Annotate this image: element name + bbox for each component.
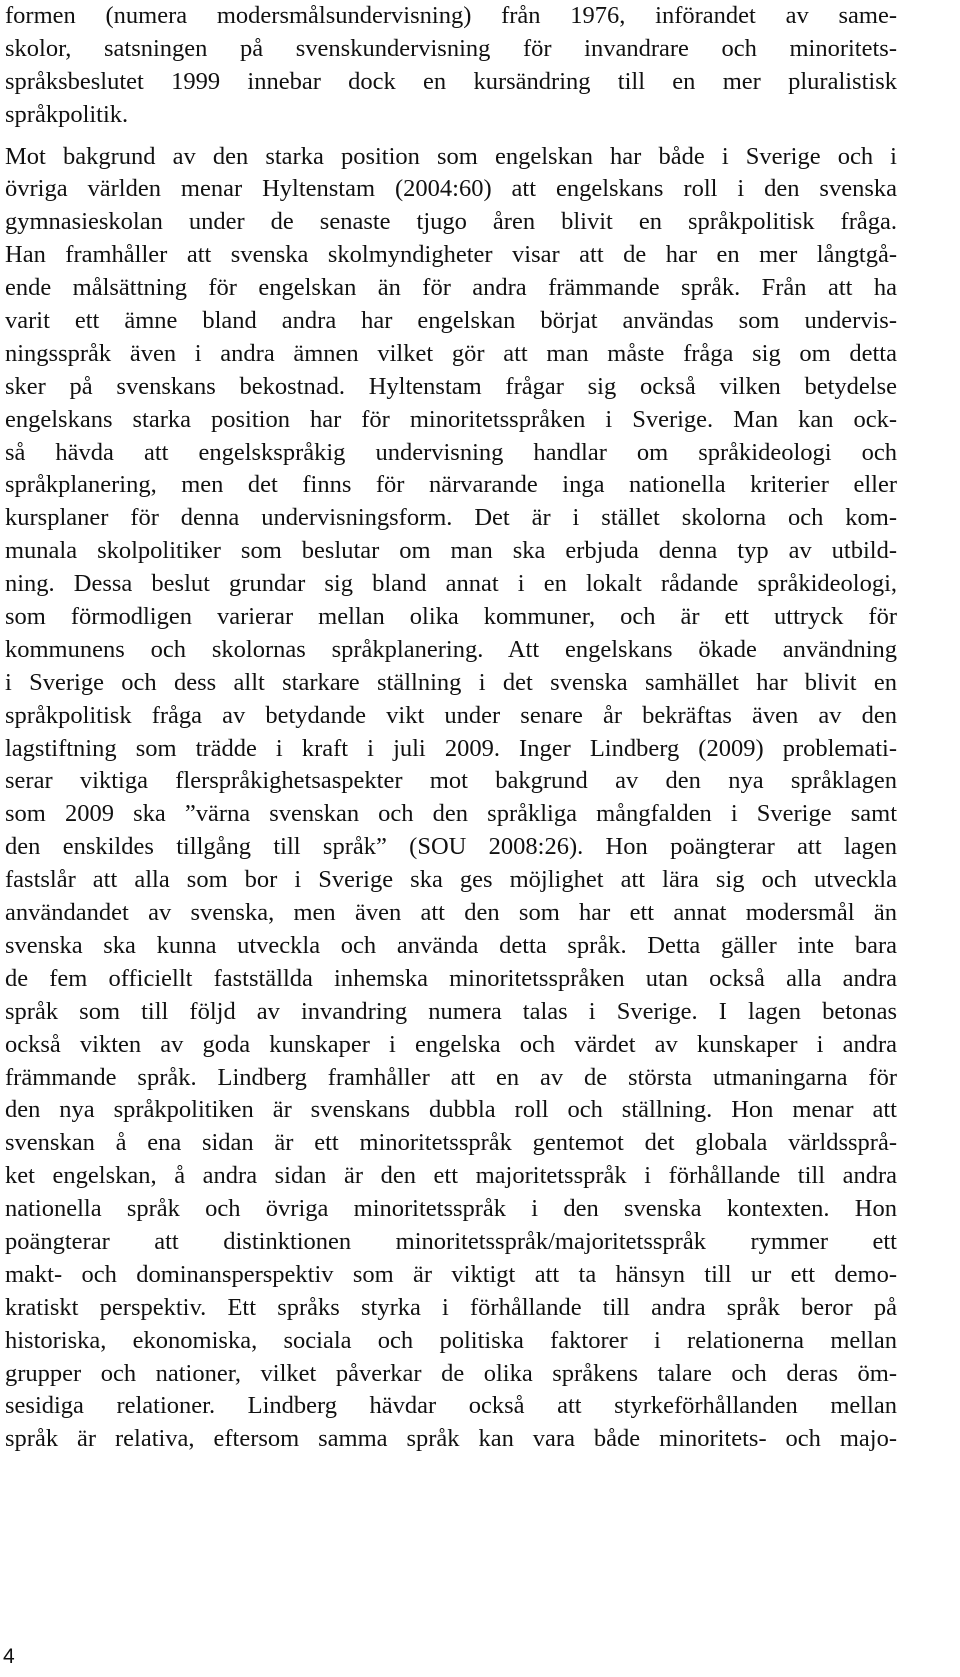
- text-line: språkplanering, men det finns för närvarande inga nationella kriterier eller: [5, 471, 897, 499]
- text-line: de fem officiellt fastställda inhemska minoritetsspråken utan också alla andra: [5, 964, 897, 992]
- text-line: i Sverige och dess allt starkare ställning i det svenska samhället har blivit en: [5, 668, 897, 696]
- text-line: serar viktiga flerspråkighetsaspekter mot bakgrund av den nya språklagen: [5, 767, 897, 795]
- text-line: också vikten av goda kunskaper i engelska och värdet av kunskaper i andra: [5, 1030, 897, 1058]
- text-line: språkpolitisk fråga av betydande vikt under senare år bekräftas även av den: [5, 701, 897, 729]
- text-line: poängterar att distinktionen minoritetsspråk/majoritetsspråk rymmer ett: [5, 1227, 897, 1255]
- text-line: så hävda att engelskspråkig undervisning handlar om språkideologi och: [5, 438, 897, 466]
- text-line: skolor, satsningen på svenskundervisning för invandrare och minoritets-: [5, 34, 897, 62]
- text-line: ket engelskan, å andra sidan är den ett majoritetsspråk i förhållande till andra: [5, 1162, 897, 1190]
- text-line: kursplaner för denna undervisningsform. Det är i stället skolorna och kom-: [5, 504, 897, 532]
- text-line: språkpolitik.: [5, 100, 129, 128]
- text-line: sker på svenskans bekostnad. Hyltenstam frågar sig också vilken betydelse: [5, 372, 897, 400]
- text-line: som förmodligen varierar mellan olika kommuner, och är ett uttryck för: [5, 603, 897, 631]
- paragraph: [5, 0, 897, 132]
- text-line: användandet av svenska, men även att den som har ett annat modersmål än: [5, 899, 897, 927]
- text-line: kratiskt perspektiv. Ett språks styrka i förhållande till andra språk beror på: [5, 1293, 897, 1321]
- text-line: språk är relativa, eftersom samma språk kan vara både minoritets- och majo-: [5, 1425, 897, 1453]
- text-line: kommunens och skolornas språkplanering. Att engelskans ökade användning: [5, 635, 897, 663]
- text-line: grupper och nationer, vilket påverkar de olika språkens talare och deras öm-: [5, 1359, 897, 1387]
- text-line: nationella språk och övriga minoritetsspråk i den svenska kontexten. Hon: [5, 1195, 897, 1223]
- text-line: lagstiftning som trädde i kraft i juli 2009. Inger Lindberg (2009) problemati-: [5, 734, 897, 762]
- text-line: makt- och dominansperspektiv som är viktigt att ta hänsyn till ur ett demo-: [5, 1260, 897, 1288]
- text-line: den nya språkpolitiken är svenskans dubbla roll och ställning. Hon menar att: [5, 1096, 897, 1124]
- text-line: svenskan å ena sidan är ett minoritetsspråk gentemot det globala världssprå-: [5, 1129, 897, 1157]
- text-line: engelskans starka position har för minoritetsspråken i Sverige. Man kan ock-: [5, 405, 897, 433]
- text-line: ende målsättning för engelskan än för andra främmande språk. Från att ha: [5, 274, 897, 302]
- text-line: varit ett ämne bland andra har engelskan börjat användas som undervis-: [5, 307, 897, 335]
- paragraph: [5, 141, 897, 1457]
- page-number: 4: [3, 1645, 15, 1668]
- text-line: den enskildes tillgång till språk” (SOU 2008:26). Hon poängterar att lagen: [5, 833, 897, 861]
- text-line: språksbeslutet 1999 innebar dock en kursändring till en mer pluralistisk: [5, 67, 897, 95]
- text-line: övriga världen menar Hyltenstam (2004:60) att engelskans roll i den svenska: [5, 175, 897, 203]
- text-line: historiska, ekonomiska, sociala och politiska faktorer i relationerna mellan: [5, 1326, 897, 1354]
- text-line: gymnasieskolan under de senaste tjugo åren blivit en språkpolitisk fråga.: [5, 208, 897, 236]
- text-line: ning. Dessa beslut grundar sig bland annat i en lokalt rådande språkideologi,: [5, 570, 897, 598]
- text-line: språk som till följd av invandring numera talas i Sverige. I lagen betonas: [5, 997, 897, 1025]
- text-line: främmande språk. Lindberg framhåller att en av de största utmaningarna för: [5, 1063, 897, 1091]
- text-line: sesidiga relationer. Lindberg hävdar också att styrkeförhållanden mellan: [5, 1392, 897, 1420]
- body-text: [5, 0, 897, 1456]
- text-line: munala skolpolitiker som beslutar om man ska erbjuda denna typ av utbild-: [5, 537, 897, 565]
- text-line: som 2009 ska ”värna svenskan och den språkliga mångfalden i Sverige samt: [5, 800, 897, 828]
- text-line: Han framhåller att svenska skolmyndigheter visar att de har en mer långtgå-: [5, 241, 897, 269]
- text-line: ningsspråk även i andra ämnen vilket gör att man måste fråga sig om detta: [5, 339, 897, 367]
- text-line: formen (numera modersmålsundervisning) från 1976, införandet av same-: [5, 2, 897, 29]
- text-line: Mot bakgrund av den starka position som engelskan har både i Sverige och i: [5, 142, 897, 170]
- text-line: fastslår att alla som bor i Sverige ska ges möjlighet att lära sig och utveckla: [5, 866, 897, 894]
- text-line: svenska ska kunna utveckla och använda detta språk. Detta gäller inte bara: [5, 931, 897, 959]
